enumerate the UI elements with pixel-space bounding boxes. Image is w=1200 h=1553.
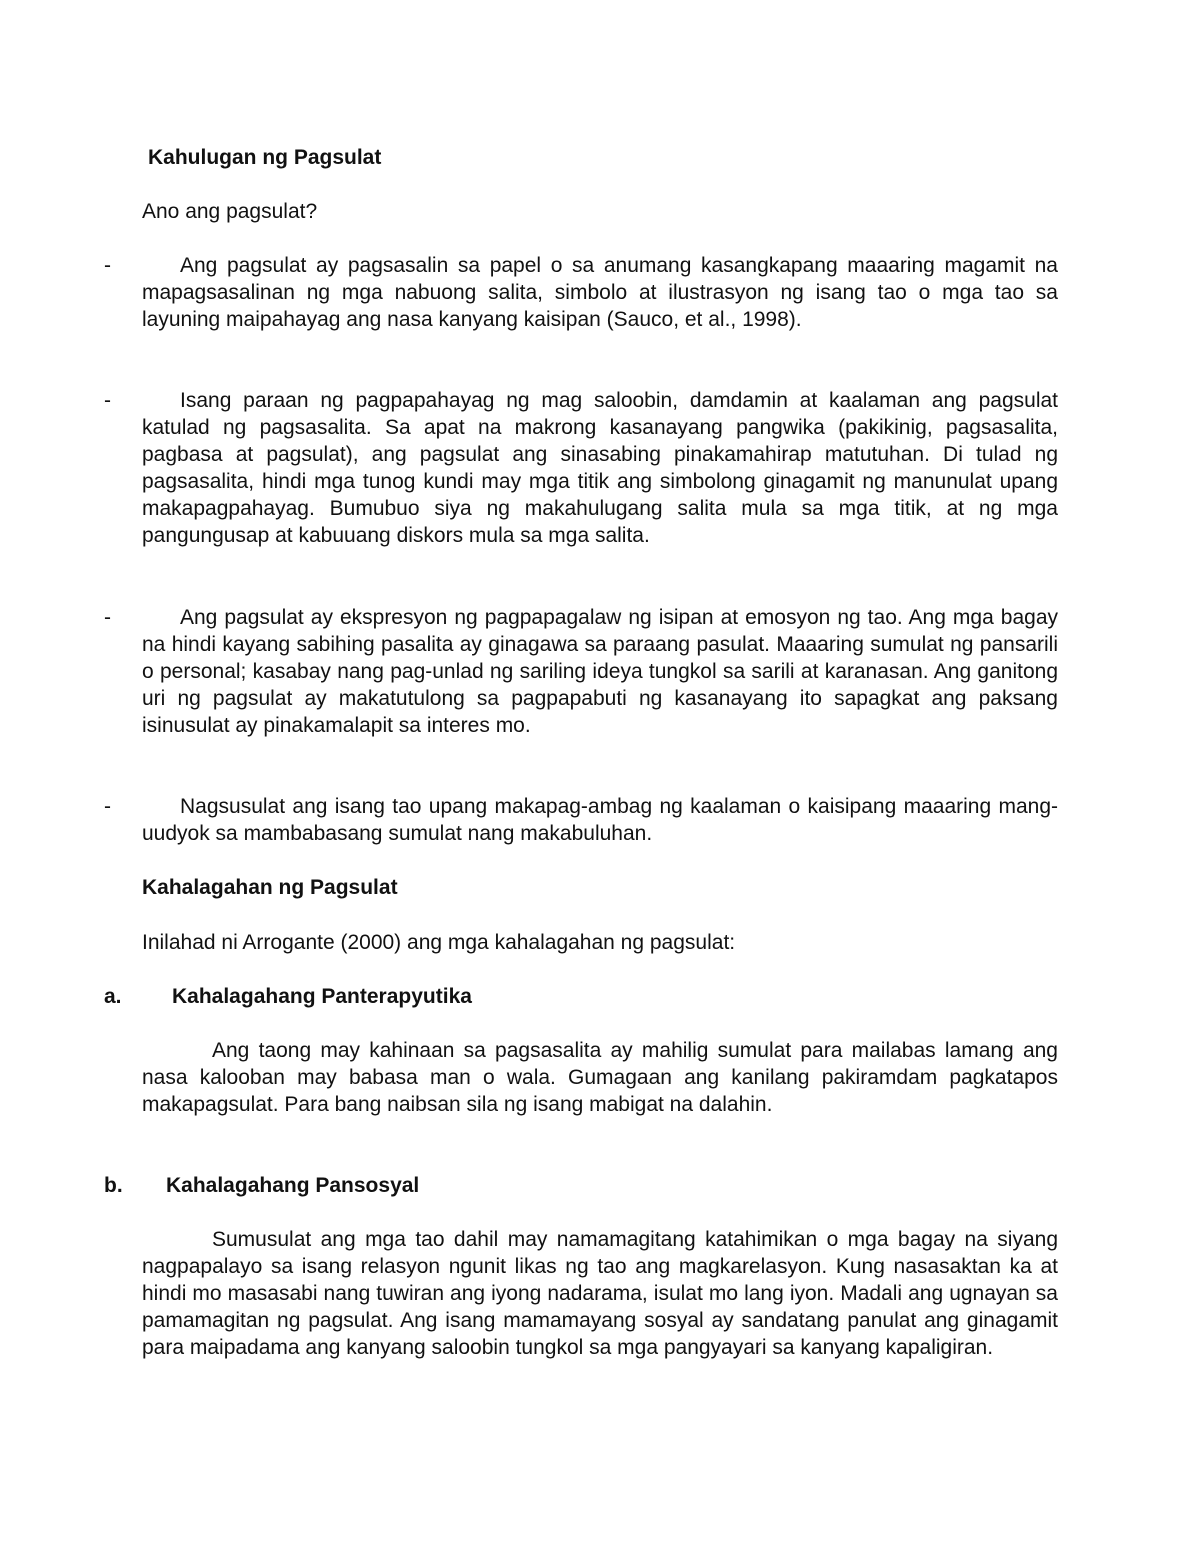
question-text: Ano ang pagsulat? xyxy=(142,200,318,223)
bullet-paragraph: Isang paraan ng pagpapahayag ng mag saloobin, damdamin at kaalaman ang pagsulat katulad ng pagsasalita. Sa apat na makrong kasanayang pangwika (pakikinig, pagsasalita, pagbasa at pagsulat), ang pagsulat ang sinasabing pinakamahirap matutuhan. Di tulad ng pagsasalita, hindi mga tunog kundi may mga titik ang simbolong ginagamit ng manunulat upang makapagpahayag. Bumubuo siya ng makahulugang salita mula sa mga titik, at ng mga pangungusap at kabuuang diskors mula sa mga salita. xyxy=(142,389,1058,547)
section-intro: Inilahad ni Arrogante (2000) ang mga kahalagahan ng pagsulat: xyxy=(142,931,736,954)
item-paragraph: Sumusulat ang mga tao dahil may namamagitang katahimikan o mga bagay na siyang nagpapalayo sa isang relasyon ngunit likas ng tao ang magkarelasyon. Kung nasasaktan ka at hindi mo masasabi nang tuwiran ang iyong nadarama, isulat mo lang iyon. Madali ang ugnayan sa pamamagitan ng pagsulat. Ang isang mamamayang sosyal ay sandatang panulat ang ginagamit para maipadama ang kanyang saloobin tungkol sa mga pangyayari sa kanyang kapaligiran. xyxy=(142,1228,1058,1359)
bullet-marker: - xyxy=(104,254,111,277)
bullet-marker: - xyxy=(104,389,111,412)
item-paragraph: Ang taong may kahinaan sa pagsasalita ay mahilig sumulat para mailabas lamang ang nasa kalooban may babasa man o wala. Gumagaan ang kanilang pakiramdam pagkatapos makapagsulat. Para bang naibsan sila ng isang mabigat na dalahin. xyxy=(142,1039,1058,1116)
item-letter: b. xyxy=(104,1174,123,1197)
bullet-paragraph: Ang pagsulat ay pagsasalin sa papel o sa anumang kasangkapang maaaring magamit na mapagsasalinan ng mga nabuong salita, simbolo at ilustrasyon ng isang tao o mga tao sa layuning maipahayag ang nasa kanyang kaisipan (Sauco, et al., 1998). xyxy=(142,254,1058,331)
bullet-marker: - xyxy=(104,606,111,629)
item-heading: Kahalagahang Panterapyutika xyxy=(172,985,472,1008)
bullet-marker: - xyxy=(104,795,111,818)
item-letter: a. xyxy=(104,985,122,1008)
bullet-paragraph: Ang pagsulat ay ekspresyon ng pagpapagalaw ng isipan at emosyon ng tao. Ang mga bagay na hindi kayang sabihing pasalita ay ginagawa sa paraang pasulat. Maaaring sumulat ng pansarili o personal; kasabay nang pag-unlad ng sariling ideya tungkol sa sarili at karanasan. Ang ganitong uri ng pagsulat ay makatutulong sa pagpapabuti ng kasanayang ito sapagkat ang paksang isinusulat ay pinakamalapit sa interes mo. xyxy=(142,606,1058,737)
section-heading: Kahalagahan ng Pagsulat xyxy=(142,876,398,899)
document-title: Kahulugan ng Pagsulat xyxy=(148,146,382,169)
bullet-paragraph: Nagsusulat ang isang tao upang makapag-ambag ng kaalaman o kaisipang maaaring mang-uudyok sa mambabasang sumulat nang makabuluhan. xyxy=(142,795,1058,845)
item-heading: Kahalagahang Pansosyal xyxy=(166,1174,420,1197)
